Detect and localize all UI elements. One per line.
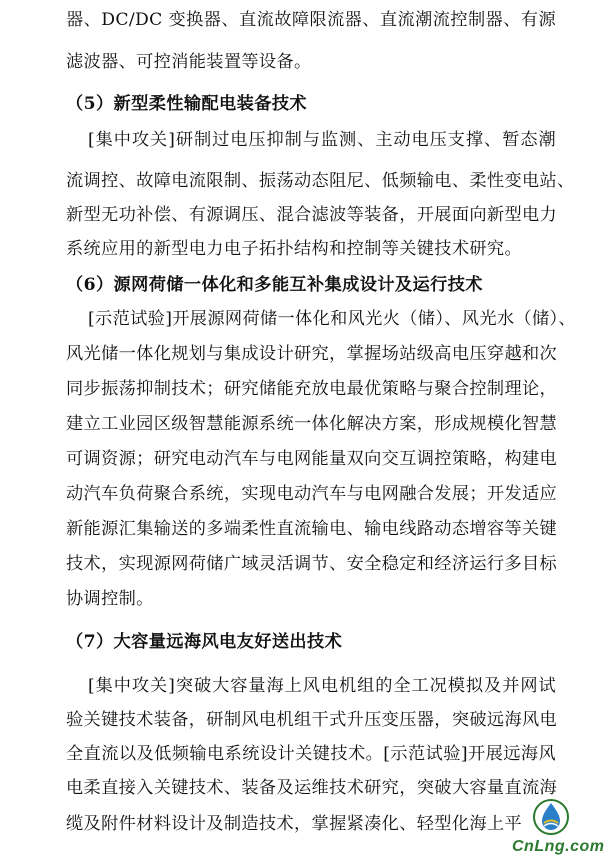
site-watermark [510,798,605,864]
paragraph-line: 缆及附件材料设计及制造技术，掌握紧凑化、轻型化海上平 [66,814,522,834]
droplet-logo-icon [532,798,570,836]
paragraph-line [88,128,556,152]
paragraph-line: 电柔直接入关键技术、装备及运维技术研究，突破大容量直流海 [66,778,558,798]
paragraph-line: 系统应用的新型电力电子拓扑结构和控制等关键技术研究。 [66,239,522,259]
paragraph-line: 全直流以及低频输电系统设计关键技术。[示范试验]开展远海风 [66,744,556,764]
paragraph-line: 动汽车负荷聚合系统，实现电动汽车与电网融合发展；开发适应 [66,484,558,504]
paragraph-line: 新能源汇集输送的多端柔性直流输电、输电线路动态增容等关键 [66,519,558,539]
section-heading-7: （7）大容量远海风电友好送出技术 [66,632,343,652]
paragraph-line: 器、DC/DC 变换器、直流故障限流器、直流潮流控制器、有源 [66,10,556,30]
paragraph-line: 同步振荡抑制技术；研究储能充放电最优策略与聚合控制理论， [66,379,558,399]
paragraph-line: 滤波器、可控消能装置等设备。 [66,52,312,72]
tag-label: [示范试验] [88,309,173,329]
paragraph-text: 研制过电压抑制与监测、主动电压支撑、暂态潮 [175,130,556,150]
section-heading-5: （5）新型柔性输配电装备技术 [66,94,307,114]
paragraph-line: 协调控制。 [66,589,154,609]
paragraph-line: 可调资源；研究电动汽车与电网能量双向交互调控策略，构建电 [66,449,558,469]
paragraph-line [88,307,576,331]
paragraph-line: 新型无功补偿、有源调压、混合滤波等装备，开展面向新型电力 [66,205,558,225]
paragraph-line: 流调控、故障电流限制、振荡动态阻尼、低频输电、柔性变电站、 [66,171,575,191]
tag-label: [集中攻关] [88,676,176,696]
watermark-text: CnLng.com [512,838,605,855]
paragraph-text: 突破大容量海上风电机组的全工况模拟及并网试 [175,676,556,696]
paragraph-line: 建立工业园区级智慧能源系统一体化解决方案，形成规模化智慧 [66,414,558,434]
paragraph-line: 技术，实现源网荷储广域灵活调节、安全稳定和经济运行多目标 [66,554,558,574]
tag-label: [集中攻关] [88,130,176,150]
section-heading-6: （6）源网荷储一体化和多能互补集成设计及运行技术 [66,275,483,295]
paragraph-text: 开展源网荷储一体化和风光火（储）、风光水（储）、 [172,309,576,329]
paragraph-line: 验关键技术装备，研制风电机组干式升压变压器，突破远海风电 [66,710,558,730]
paragraph-line [88,674,556,698]
paragraph-line: 风光储一体化规划与集成设计研究，掌握场站级高电压穿越和次 [66,344,558,364]
